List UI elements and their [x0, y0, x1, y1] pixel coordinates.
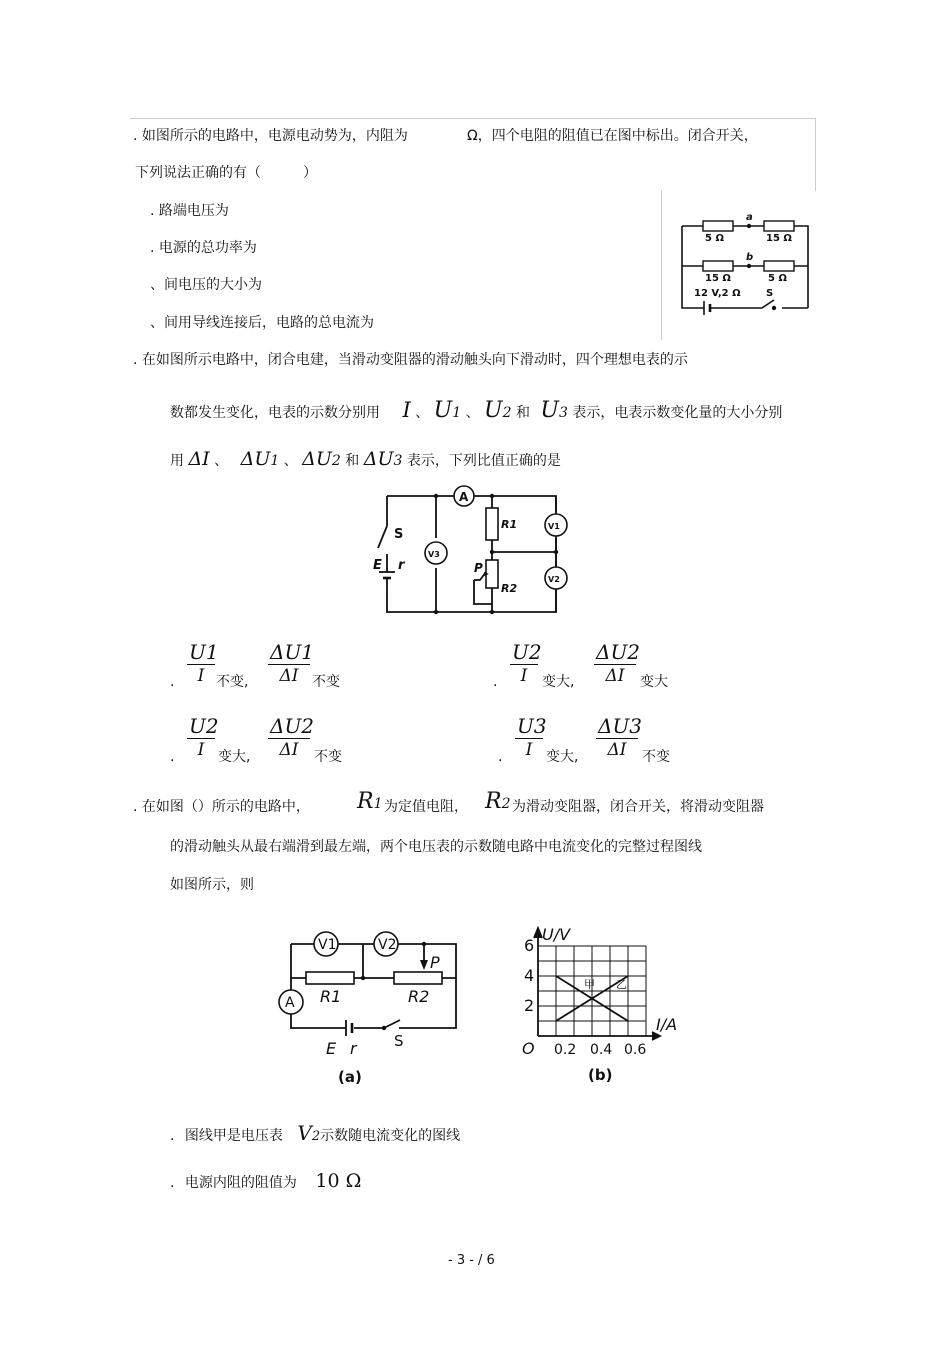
q2-option-a-word-1: 不变, [216, 674, 249, 690]
q2-option-b-word-1: 变大, [542, 674, 575, 690]
q1-resistor-15-top [764, 221, 794, 231]
q3-symbol-r1: R1 [357, 789, 383, 814]
q3a-ammeter-label: A [285, 995, 295, 1011]
q3b-x-tick-0.2: 0.2 [554, 1042, 577, 1058]
q2-option-b-word-2: 变大 [640, 674, 668, 690]
q3a-slider-p-label: P [430, 953, 440, 972]
q2-option-b-dot: . [493, 674, 498, 690]
q2-r2-label: R2 [501, 582, 518, 595]
q1-option-d: 、间用导线连接后，电路的总电流为 [150, 315, 374, 331]
q3a-emf-label: E [326, 1039, 337, 1058]
q2-v3-label: V3 [428, 550, 440, 559]
q2-v2-label: V2 [548, 575, 560, 584]
q1-option-b: . 电源的总功率为 [150, 240, 257, 256]
q2-option-c-fraction-1: $\frac{U2}{I}$ [189, 714, 219, 760]
q3b-y-tick-4: 4 [524, 966, 535, 985]
q2-v1-label: V1 [548, 522, 560, 531]
q1-option-c: 、间电压的大小为 [150, 277, 262, 293]
q3a-r2-label: R2 [408, 987, 430, 1006]
q1-circuit-diagram [676, 210, 816, 318]
q2-line-2: 数都发生变化，电表的示数分别用 I 、 U1 、 U2 和 U3 表示，电表示数变化量的大小分别 [170, 398, 783, 423]
q2-circuit-diagram [370, 484, 570, 616]
q2-option-a-dot: . [170, 674, 175, 690]
q3-stem-part-c: 为滑动变阻器，闭合开关，将滑动变阻器 [512, 799, 764, 815]
q3a-v2-label: V2 [378, 937, 397, 953]
q3b-x-tick-0.6: 0.6 [624, 1042, 647, 1058]
q2-option-c-word-2: 不变 [314, 749, 342, 765]
q2-line-3: 用 ΔI 、 ΔU1 、 ΔU2 和 ΔU3 表示，下列比值正确的是 [170, 448, 561, 470]
q1-resistor-5-bottom [764, 261, 794, 271]
q2-option-a-fraction-1: $\frac{U1}{I}$ [189, 640, 219, 686]
q1-label-15ohm-bottom: 15 Ω [705, 273, 731, 284]
q3a-r1-label: R1 [320, 987, 342, 1006]
q1-stem-part-c: 下列说法正确的有（ ） [135, 165, 317, 181]
q2-option-d-word-1: 变大, [546, 749, 579, 765]
q2-option-c-fraction-2: $\frac{\Delta U2}{\Delta I}$ [270, 714, 315, 760]
q1-source-label: 12 V,2 Ω [694, 288, 741, 299]
q3b-y-tick-2: 2 [524, 996, 535, 1015]
q3-stem-line-2: 的滑动触头从最右端滑到最左端，两个电压表的示数随电路中电流变化的完整过程图线 [170, 839, 702, 855]
q2-r1-label: R1 [501, 518, 518, 531]
q1-option-a: . 路端电压为 [150, 203, 229, 219]
q3-symbol-r2: R2 [485, 789, 511, 814]
q3a-v1-label: V1 [318, 937, 337, 953]
page-number: - 3 - / 6 [448, 1253, 495, 1268]
q3-circuit-diagram-a [274, 922, 464, 1090]
q2-option-b-fraction-2: $\frac{\Delta U2}{\Delta I}$ [596, 640, 641, 686]
q2-option-d-word-2: 不变 [642, 749, 670, 765]
q3-stem-part-b: 为定值电阻， [384, 799, 468, 815]
q1-label-5ohm-top: 5 Ω [705, 233, 724, 244]
q3b-x-tick-0.4: 0.4 [590, 1042, 613, 1058]
q1-resistor-5-top [703, 221, 733, 231]
q3-stem-line-3: 如图所示，则 [170, 877, 254, 893]
q3-stem-part-a: . 在如图（）所示的电路中， [133, 799, 310, 815]
q3a-resistor-r2 [394, 972, 442, 984]
q2-option-c-word-1: 变大, [218, 749, 251, 765]
q3b-origin-label: O [522, 1039, 535, 1058]
q1-stem-part-a: . 如图所示的电路中，电源电动势为，内阻为 [133, 128, 408, 144]
q3a-internal-r-label: r [350, 1039, 357, 1058]
q3-graph-b [518, 918, 688, 1086]
q3b-caption: (b) [588, 1066, 613, 1084]
q2-resistor-r1 [486, 508, 498, 540]
q2-ammeter-label: A [459, 490, 469, 504]
q2-option-d-dot: . [498, 749, 503, 765]
q3-option-a: . 图线甲是电压表 V2示数随电流变化的图线 [170, 1121, 461, 1145]
q2-option-c-dot: . [170, 749, 175, 765]
q2-slider-p-label: P [474, 561, 483, 575]
q1-label-5ohm-bottom: 5 Ω [768, 273, 787, 284]
q1-resistor-15-bottom [703, 261, 733, 271]
q3b-y-axis-label: U/V [542, 925, 571, 944]
q2-option-b-fraction-1: $\frac{U2}{I}$ [512, 640, 542, 686]
q2-option-a-fraction-2: $\frac{\Delta U1}{\Delta I}$ [270, 640, 315, 686]
q3a-switch-label: S [394, 1032, 404, 1050]
q3b-y-tick-6: 6 [524, 936, 535, 955]
q3a-caption: (a) [338, 1068, 362, 1086]
q3b-line-jia-label: 甲 [584, 978, 595, 991]
q1-stem-part-b: Ω，四个电阻的阻值已在图中标出。闭合开关， [467, 128, 758, 144]
q2-switch-label: S [394, 527, 404, 542]
q1-node-a: a [746, 212, 753, 223]
q2-option-d-fraction-1: $\frac{U3}{I}$ [517, 714, 547, 760]
q1-node-b: b [746, 252, 754, 263]
q2-option-a-word-2: 不变 [312, 674, 340, 690]
q2-option-d-fraction-2: $\frac{\Delta U3}{\Delta I}$ [598, 714, 643, 760]
q2-emf-label: E [373, 558, 382, 573]
q2-internal-r-label: r [398, 558, 405, 573]
q2-stem: . 在如图所示电路中，闭合电建，当滑动变阻器的滑动触头向下滑动时，四个理想电表的示 [133, 352, 688, 368]
q3a-resistor-r1 [306, 972, 354, 984]
q1-switch-label: S [766, 288, 774, 299]
q3b-x-axis-label: I/A [656, 1015, 678, 1034]
q1-label-15ohm-top: 15 Ω [766, 233, 792, 244]
q3b-line-yi-label: 乙 [616, 978, 627, 991]
q3-option-b: . 电源内阻的阻值为 10 Ω [170, 1170, 362, 1192]
